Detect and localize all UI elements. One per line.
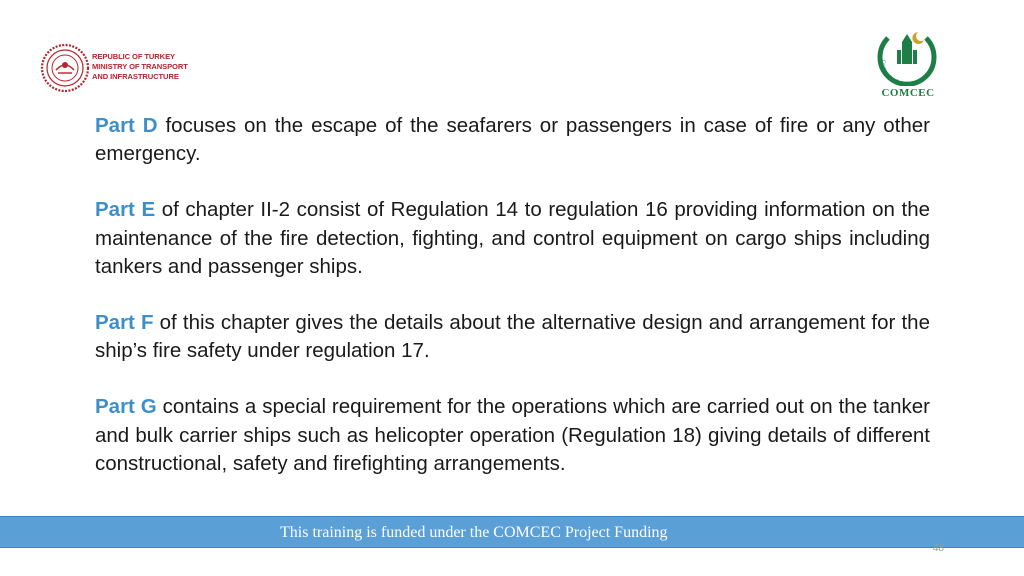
- paragraph-part-d: [95, 112, 930, 168]
- funding-note: This training is funded under the COMCEC Project Funding: [280, 524, 668, 541]
- part-f-label: Part F: [95, 311, 154, 335]
- part-d-label: Part D: [95, 114, 158, 137]
- comcec-ring-text: Cooperation for Development: [879, 59, 928, 86]
- comcec-name: COMCEC: [881, 87, 935, 99]
- ministry-logo: [40, 40, 190, 98]
- part-e-label: Part E: [95, 198, 156, 222]
- part-f-text: of this chapter gives the details about the alternative design and arrangement for the ship’s fire safety under regulation 17.: [95, 311, 930, 363]
- paragraph-part-g: [95, 393, 930, 478]
- ministry-line-1: REPUBLIC OF TURKEY: [92, 52, 175, 61]
- footer-bar: [0, 516, 1024, 548]
- ministry-line-3: AND INFRASTRUCTURE: [92, 72, 179, 81]
- part-e-text: of chapter II-2 consist of Regulation 14 to regulation 16 providing information on the maintenance of the fire detection, fighting, and control equipment on cargo ships including tankers and passenger ships.: [95, 198, 930, 278]
- part-g-label: Part G: [95, 395, 157, 419]
- paragraph-part-e: [95, 196, 930, 281]
- comcec-logo: [872, 28, 944, 102]
- part-d-text: focuses on the escape of the seafarers or passengers in case of fire or any other emergency.: [95, 114, 930, 166]
- ministry-name: [92, 52, 188, 82]
- ministry-seal-icon: [40, 40, 90, 96]
- part-g-text: contains a special requirement for the operations which are carried out on the tanker and bulk carrier ships such as helicopter operation (Regulation 18) giving details of different constructional, safety and firefighting arrangements.: [95, 395, 930, 475]
- page-number: 48: [932, 543, 944, 554]
- comcec-emblem-icon: [874, 28, 940, 86]
- ministry-line-2: MINISTRY OF TRANSPORT: [92, 62, 188, 71]
- paragraph-part-f: [95, 309, 930, 365]
- slide-body: [95, 112, 930, 506]
